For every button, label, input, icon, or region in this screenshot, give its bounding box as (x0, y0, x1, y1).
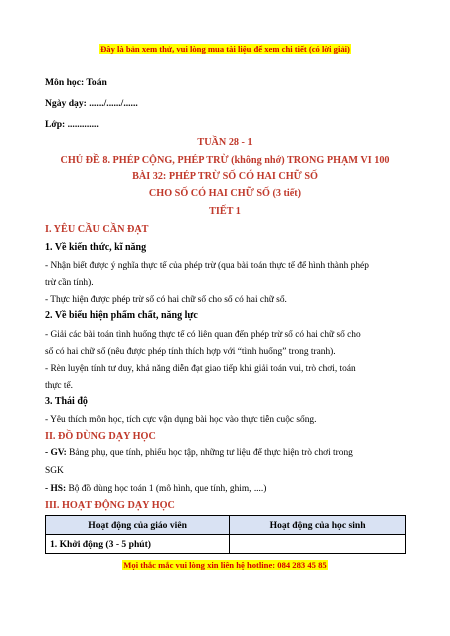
chapter-title: CHỦ ĐỀ 8. PHÉP CỘNG, PHÉP TRỪ (không nhớ) TRONG PHẠM VI 100 (60, 155, 390, 166)
table-cell (230, 535, 406, 554)
week-title: TUẦN 28 - 1 (197, 137, 253, 148)
paragraph: - Rèn luyện tính tư duy, khả năng diễn đạt giao tiếp khi giải toán vui, trò chơi, toán (45, 364, 356, 374)
hotline-banner (0, 560, 450, 570)
lesson-title-line2: CHO SỐ CÓ HAI CHỮ SỐ (3 tiết) (148, 188, 302, 199)
table-header-teacher: Hoạt động của giáo viên (46, 516, 230, 535)
table-header-student: Hoạt động của học sinh (230, 516, 406, 535)
section-heading-requirements: I. YÊU CẦU CẦN ĐẠT (45, 224, 149, 235)
class-line: Lớp: ............. (45, 119, 99, 130)
subheading-attitude: 3. Thái độ (45, 396, 88, 407)
table-row (46, 535, 406, 554)
period-title: TIẾT 1 (209, 206, 241, 217)
section-heading-materials: II. ĐỒ DÙNG DẠY HỌC (45, 431, 156, 442)
paragraph: số có hai chữ số (nêu được phép tính thích hợp với “tình huống” trong tranh). (45, 347, 336, 357)
teacher-label: - GV: (45, 448, 67, 458)
section-heading-activities: III. HOẠT ĐỘNG DẠY HỌC (45, 500, 175, 511)
subheading-qualities: 2. Về biểu hiện phẩm chất, năng lực (45, 310, 198, 321)
subject-line: Môn học: Toán (45, 77, 107, 88)
activity-table (45, 515, 406, 554)
table-header-row (46, 516, 406, 535)
preview-banner (0, 44, 450, 54)
paragraph: thực tế. (45, 381, 73, 391)
teacher-materials-text: Bảng phụ, que tính, phiếu học tập, những tư liệu để thực hiện trò chơi trong (66, 448, 353, 458)
student-materials-text: Bộ đồ dùng học toán 1 (mô hình, que tính, ghim, ....) (66, 484, 267, 494)
date-line: Ngày dạy: ....../....../...... (45, 98, 138, 109)
paragraph: trừ cần tính). (45, 278, 94, 288)
paragraph: - Nhận biết được ý nghĩa thực tế của phép trừ (qua bài toán thực tế để hình thành phép (45, 261, 369, 271)
student-materials (45, 481, 406, 498)
lesson-title-line1: BÀI 32: PHÉP TRỪ SỐ CÓ HAI CHỮ SỐ (132, 171, 318, 182)
teacher-materials (45, 445, 406, 462)
table-cell: 1. Khởi động (3 - 5 phút) (46, 535, 230, 554)
hotline-banner-text: Mọi thắc mắc vui lòng xin liên hệ hotline: 084 283 45 85 (123, 560, 327, 570)
paragraph: - Yêu thích môn học, tích cực vận dụng bài học vào thực tiễn cuộc sống. (45, 415, 317, 425)
paragraph: SGK (45, 466, 64, 476)
subheading-knowledge: 1. Về kiến thức, kĩ năng (45, 242, 147, 253)
preview-banner-text: Đây là bản xem thử, vui lòng mua tài liệu để xem chi tiết (có lời giải) (100, 44, 350, 54)
paragraph: - Thực hiện được phép trừ số có hai chữ số cho số có hai chữ số. (45, 295, 287, 305)
student-label: - HS: (45, 484, 67, 494)
paragraph: - Giải các bài toán tình huống thực tế có liên quan đến phép trừ số có hai chữ số cho (45, 330, 361, 340)
